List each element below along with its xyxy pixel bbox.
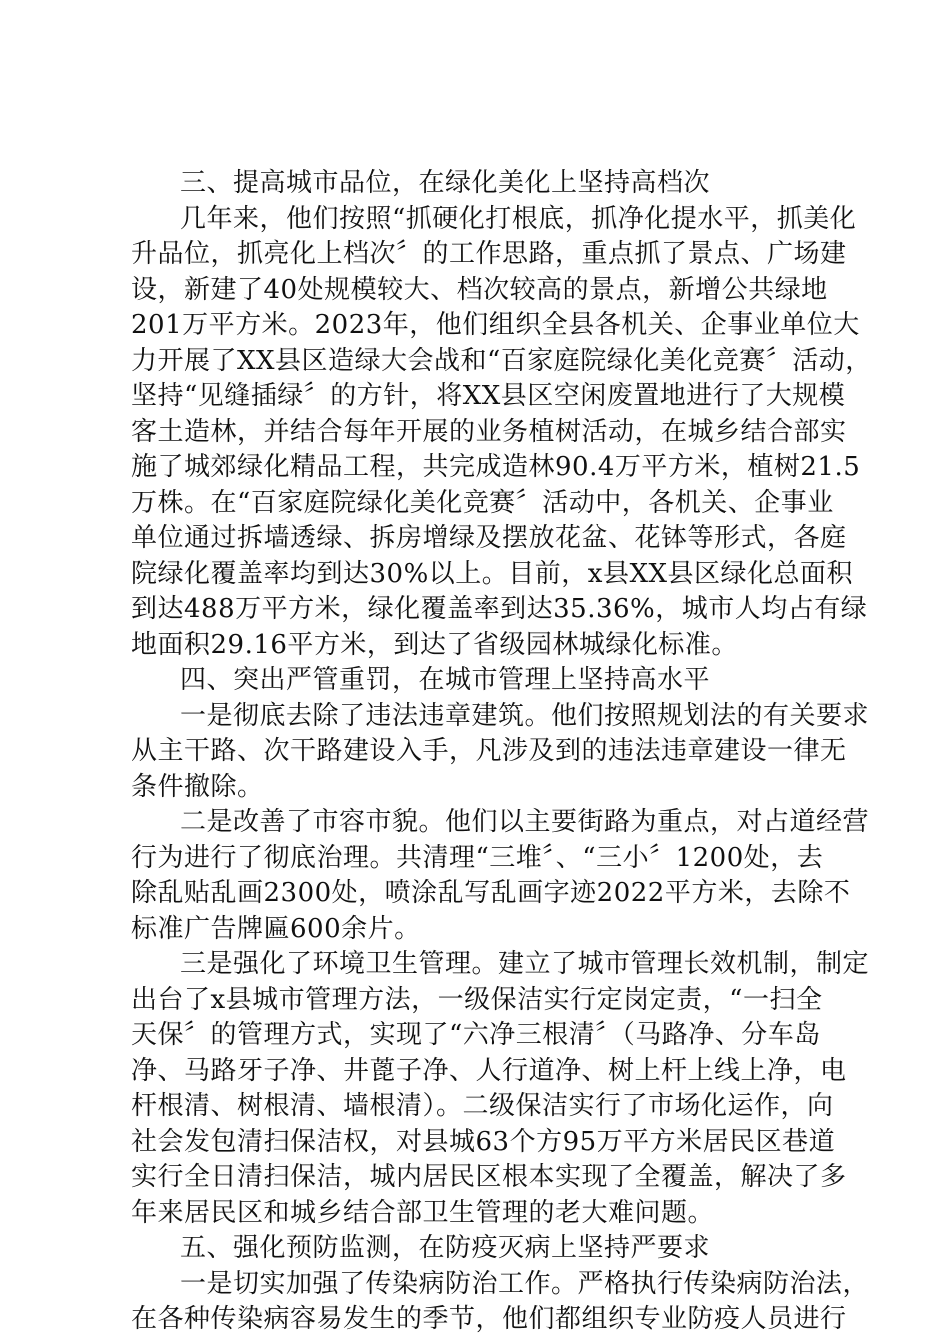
- paragraph-line: 几年来，他们按照“抓硬化打根底，抓净化提水平，抓美化: [180, 204, 857, 234]
- paragraph-line: 实行全日清扫保洁，城内居民区根本实现了全覆盖，解决了多: [131, 1162, 847, 1192]
- paragraph-line: 地面积29.16平方米，到达了省级园林城绿化标准。: [131, 630, 738, 660]
- paragraph-line: 三是强化了环境卫生管理。建立了城市管理长效机制，制定: [180, 949, 870, 979]
- paragraph-line: 二是改善了市容市貌。他们以主要街路为重点，对占道经营: [180, 807, 870, 837]
- paragraph-line: 行为进行了彻底治理。共清理“三堆〞、“三小〞1200处，去: [131, 843, 824, 873]
- paragraph-line: 年来居民区和城乡结合部卫生管理的老大难问题。: [131, 1198, 715, 1228]
- paragraph-line: 标准广告牌匾600余片。: [131, 914, 421, 944]
- paragraph-line: 一是彻底去除了违法违章建筑。他们按照规划法的有关要求: [180, 701, 870, 731]
- paragraph-line: 升品位，抓亮化上档次〞的工作思路，重点抓了景点、广场建: [131, 239, 847, 269]
- paragraph-line: 杆根清、树根清、墙根清）。二级保洁实行了市场化运作，向: [131, 1091, 834, 1121]
- paragraph-line: 单位通过拆墙透绿、拆房增绿及摆放花盆、花钵等形式，各庭: [131, 523, 847, 553]
- paragraph-line: 条件撤除。: [131, 772, 264, 802]
- heading-section-5: 五、强化预防监测，在防疫灭病上坚持严要求: [180, 1233, 711, 1263]
- paragraph-line: 院绿化覆盖率均到达30%以上。目前，x县XX县区绿化总面积: [131, 559, 853, 589]
- paragraph-line: 除乱贴乱画2300处，喷涂乱写乱画字迹2022平方米，去除不: [131, 878, 851, 908]
- paragraph-line: 出台了x县城市管理方法，一级保洁实行定岗定责，“一扫全: [131, 985, 823, 1015]
- paragraph-line: 坚持“见缝插绿〞的方针，将XX县区空闲废置地进行了大规模: [131, 381, 846, 411]
- paragraph-line: 到达488万平方米，绿化覆盖率到达35.36%，城市人均占有绿: [131, 594, 868, 624]
- paragraph-line: 一是切实加强了传染病防治工作。严格执行传染病防治法，: [180, 1269, 870, 1299]
- paragraph-line: 力开展了XX县区造绿大会战和“百家庭院绿化美化竞赛〞活动，: [131, 346, 872, 376]
- paragraph-line: 万株。在“百家庭院绿化美化竞赛〞活动中，各机关、企事业: [131, 488, 834, 518]
- paragraph-line: 客土造林，并结合每年开展的业务植树活动，在城乡结合部实: [131, 417, 847, 447]
- paragraph-line: 201万平方米。2023年，他们组织全县各机关、企事业单位大: [131, 310, 860, 340]
- paragraph-line: 净、马路牙子净、井蓖子净、人行道净、树上杆上线上净，电: [131, 1056, 847, 1086]
- paragraph-line: 在各种传染病容易发生的季节，他们都组织专业防疫人员进行: [131, 1304, 847, 1334]
- paragraph-line: 天保〞的管理方式，实现了“六净三根清〞（马路净、分车岛: [131, 1020, 821, 1050]
- paragraph-line: 社会发包清扫保洁权，对县城63个方95万平方米居民区巷道: [131, 1127, 836, 1157]
- paragraph-line: 施了城郊绿化精品工程，共完成造林90.4万平方米，植树21.5: [131, 452, 861, 482]
- paragraph-line: 从主干路、次干路建设入手，凡涉及到的违法违章建设一律无: [131, 736, 847, 766]
- heading-section-4: 四、突出严管重罚，在城市管理上坚持高水平: [180, 665, 711, 695]
- paragraph-line: 设，新建了40处规模较大、档次较高的景点，新增公共绿地: [131, 275, 828, 305]
- heading-section-3: 三、提高城市品位，在绿化美化上坚持高档次: [180, 168, 711, 198]
